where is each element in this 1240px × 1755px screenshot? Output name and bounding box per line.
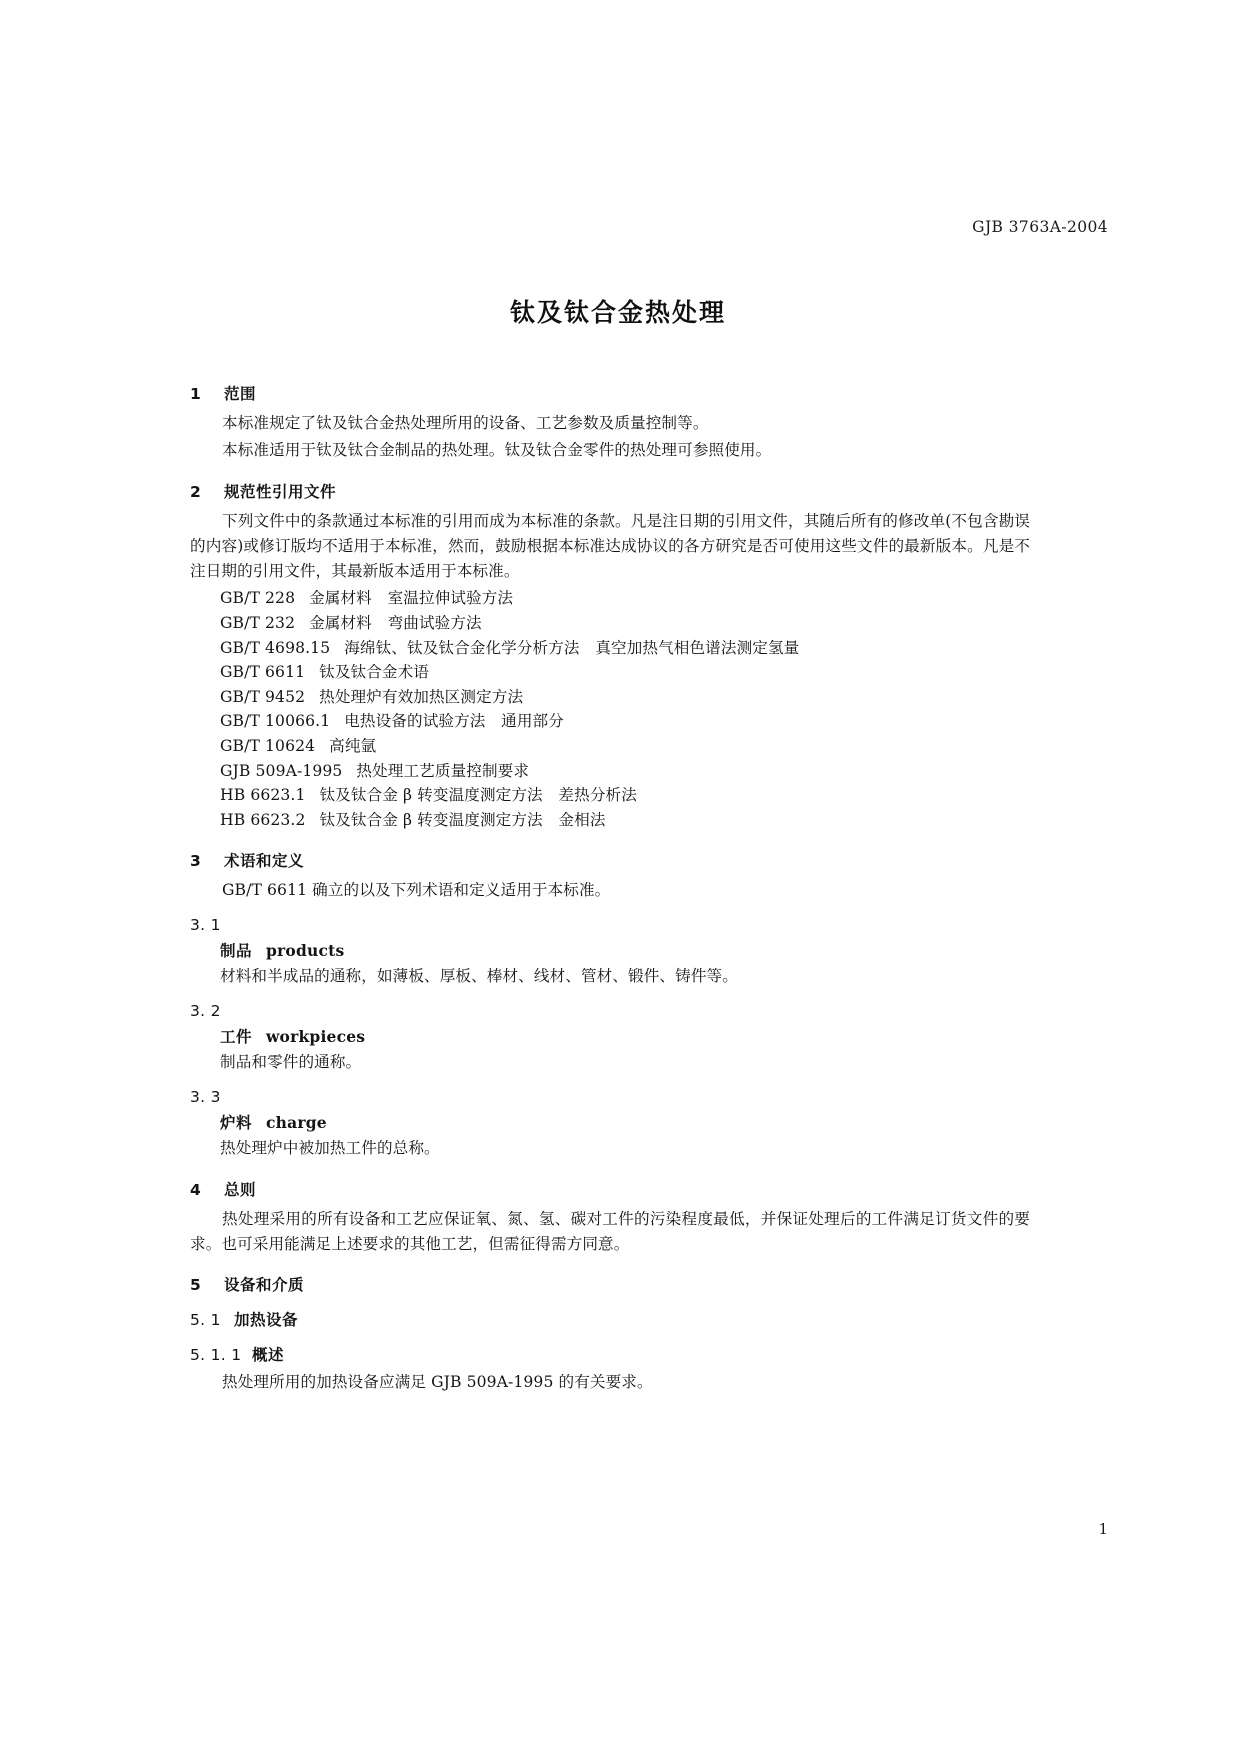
reference-code: GB/T 4698.15 bbox=[220, 638, 331, 657]
section-number-4: 4 bbox=[190, 1180, 202, 1199]
reference-code: GB/T 232 bbox=[220, 613, 296, 632]
reference-title: 金属材料 弯曲试验方法 bbox=[309, 613, 482, 632]
subsection-number-3-3: 3. 3 bbox=[190, 1088, 221, 1107]
reference-title: 钛及钛合金术语 bbox=[319, 663, 429, 682]
subsection-heading-5-1-1 bbox=[190, 1343, 1030, 1365]
reference-title: 钛及钛合金 β 转变温度测定方法 差热分析法 bbox=[319, 786, 637, 805]
section-number-3: 3 bbox=[190, 851, 202, 870]
section-number-5: 5 bbox=[190, 1276, 202, 1294]
reference-item bbox=[220, 808, 1030, 833]
subsection-number-3-1: 3. 1 bbox=[190, 915, 221, 934]
reference-item bbox=[220, 734, 1030, 759]
term-cn: 工件 bbox=[220, 1028, 253, 1046]
term-entry-workpieces bbox=[220, 1025, 1030, 1047]
term-definition-workpieces: 制品和零件的通称。 bbox=[220, 1053, 362, 1071]
section2-paragraph-1: 下列文件中的条款通过本标准的引用而成为本标准的条款。凡是注日期的引用文件，其随后所有的修改单(不包含勘误的内容)或修订版均不适用于本标准，然而，鼓励根据本标准达成协议的各方研究是否可使用这些文件的最新版本。凡是不注日期的引用文件，其最新版本适用于本标准。 bbox=[190, 511, 1030, 580]
term-entry-products bbox=[220, 939, 1030, 961]
subsection-title-5-1: 加热设备 bbox=[234, 1311, 299, 1329]
subsection-number-3-2: 3. 2 bbox=[190, 1002, 221, 1020]
reference-code: GB/T 10624 bbox=[220, 737, 316, 755]
section4-paragraph-1: 热处理采用的所有设备和工艺应保证氧、氮、氢、碳对工件的污染程度最低，并保证处理后的工件满足订货文件的要求。也可采用能满足上述要求的其他工艺，但需征得需方同意。 bbox=[190, 1209, 1030, 1253]
reference-title: 金属材料 室温拉伸试验方法 bbox=[309, 589, 514, 608]
page-number: 1 bbox=[1098, 1520, 1108, 1538]
section-title-1: 范围 bbox=[224, 385, 257, 403]
section3-paragraph-1: GB/T 6611 确立的以及下列术语和定义适用于本标准。 bbox=[222, 880, 611, 899]
section1-paragraph-2: 本标准适用于钛及钛合金制品的热处理。钛及钛合金零件的热处理可参照使用。 bbox=[222, 441, 772, 460]
reference-item bbox=[220, 759, 1030, 784]
reference-code: GB/T 6611 bbox=[220, 663, 306, 682]
section-heading-2 bbox=[190, 480, 1030, 502]
section-heading-1 bbox=[190, 382, 1030, 404]
reference-title: 高纯氩 bbox=[329, 737, 377, 755]
reference-code: GB/T 10066.1 bbox=[220, 712, 331, 731]
reference-item bbox=[220, 783, 1030, 808]
term-cn: 炉料 bbox=[220, 1114, 253, 1133]
reference-code: HB 6623.2 bbox=[220, 810, 306, 829]
section1-paragraph-1: 本标准规定了钛及钛合金热处理所用的设备、工艺参数及质量控制等。 bbox=[222, 414, 709, 432]
reference-item bbox=[220, 611, 1030, 636]
section-heading-4 bbox=[190, 1178, 1030, 1200]
reference-code: GJB 509A-1995 bbox=[220, 761, 343, 780]
term-definition-charge: 热处理炉中被加热工件的总称。 bbox=[220, 1139, 440, 1158]
reference-title: 热处理工艺质量控制要求 bbox=[356, 761, 530, 780]
section-title-2: 规范性引用文件 bbox=[224, 482, 337, 501]
subsection-number-5-1-1: 5. 1. 1 bbox=[190, 1346, 242, 1364]
reference-item bbox=[220, 660, 1030, 685]
reference-title: 热处理炉有效加热区测定方法 bbox=[319, 687, 524, 706]
reference-item bbox=[220, 709, 1030, 734]
subsection-number-5-1: 5. 1 bbox=[190, 1311, 221, 1329]
document-title: 钛及钛合金热处理 bbox=[509, 298, 726, 327]
reference-code: HB 6623.1 bbox=[220, 786, 306, 805]
term-en: workpieces bbox=[266, 1027, 366, 1046]
term-cn: 制品 bbox=[220, 941, 253, 960]
reference-title: 海绵钛、钛及钛合金化学分析方法 真空加热气相色谱法测定氢量 bbox=[344, 638, 800, 657]
section-heading-3 bbox=[190, 849, 1030, 871]
section-title-3: 术语和定义 bbox=[224, 851, 305, 870]
section-title-4: 总则 bbox=[224, 1180, 257, 1199]
term-en: products bbox=[266, 940, 345, 960]
reference-item bbox=[220, 586, 1030, 611]
section-title-5: 设备和介质 bbox=[224, 1276, 305, 1294]
reference-title: 电热设备的试验方法 通用部分 bbox=[344, 712, 564, 731]
section-number-2: 2 bbox=[190, 482, 202, 501]
section-heading-5 bbox=[190, 1273, 1030, 1295]
reference-code: GB/T 228 bbox=[220, 589, 296, 608]
subsection-title-5-1-1: 概述 bbox=[252, 1346, 285, 1364]
reference-code: GB/T 9452 bbox=[220, 687, 306, 706]
page-content-area bbox=[118, 108, 1118, 1648]
term-entry-charge bbox=[220, 1111, 1030, 1133]
term-definition-products: 材料和半成品的通称，如薄板、厚板、棒材、线材、管材、锻件、铸件等。 bbox=[220, 966, 738, 985]
document-body bbox=[190, 366, 1030, 1397]
section-number-1: 1 bbox=[190, 385, 202, 403]
reference-item bbox=[220, 685, 1030, 710]
section5-paragraph-1: 热处理所用的加热设备应满足 GJB 509A-1995 的有关要求。 bbox=[222, 1373, 653, 1391]
standard-code: GJB 3763A-2004 bbox=[972, 218, 1108, 236]
reference-item bbox=[220, 636, 1030, 661]
reference-title: 钛及钛合金 β 转变温度测定方法 金相法 bbox=[319, 810, 606, 829]
term-en: charge bbox=[266, 1113, 327, 1133]
subsection-heading-5-1 bbox=[190, 1308, 1030, 1330]
